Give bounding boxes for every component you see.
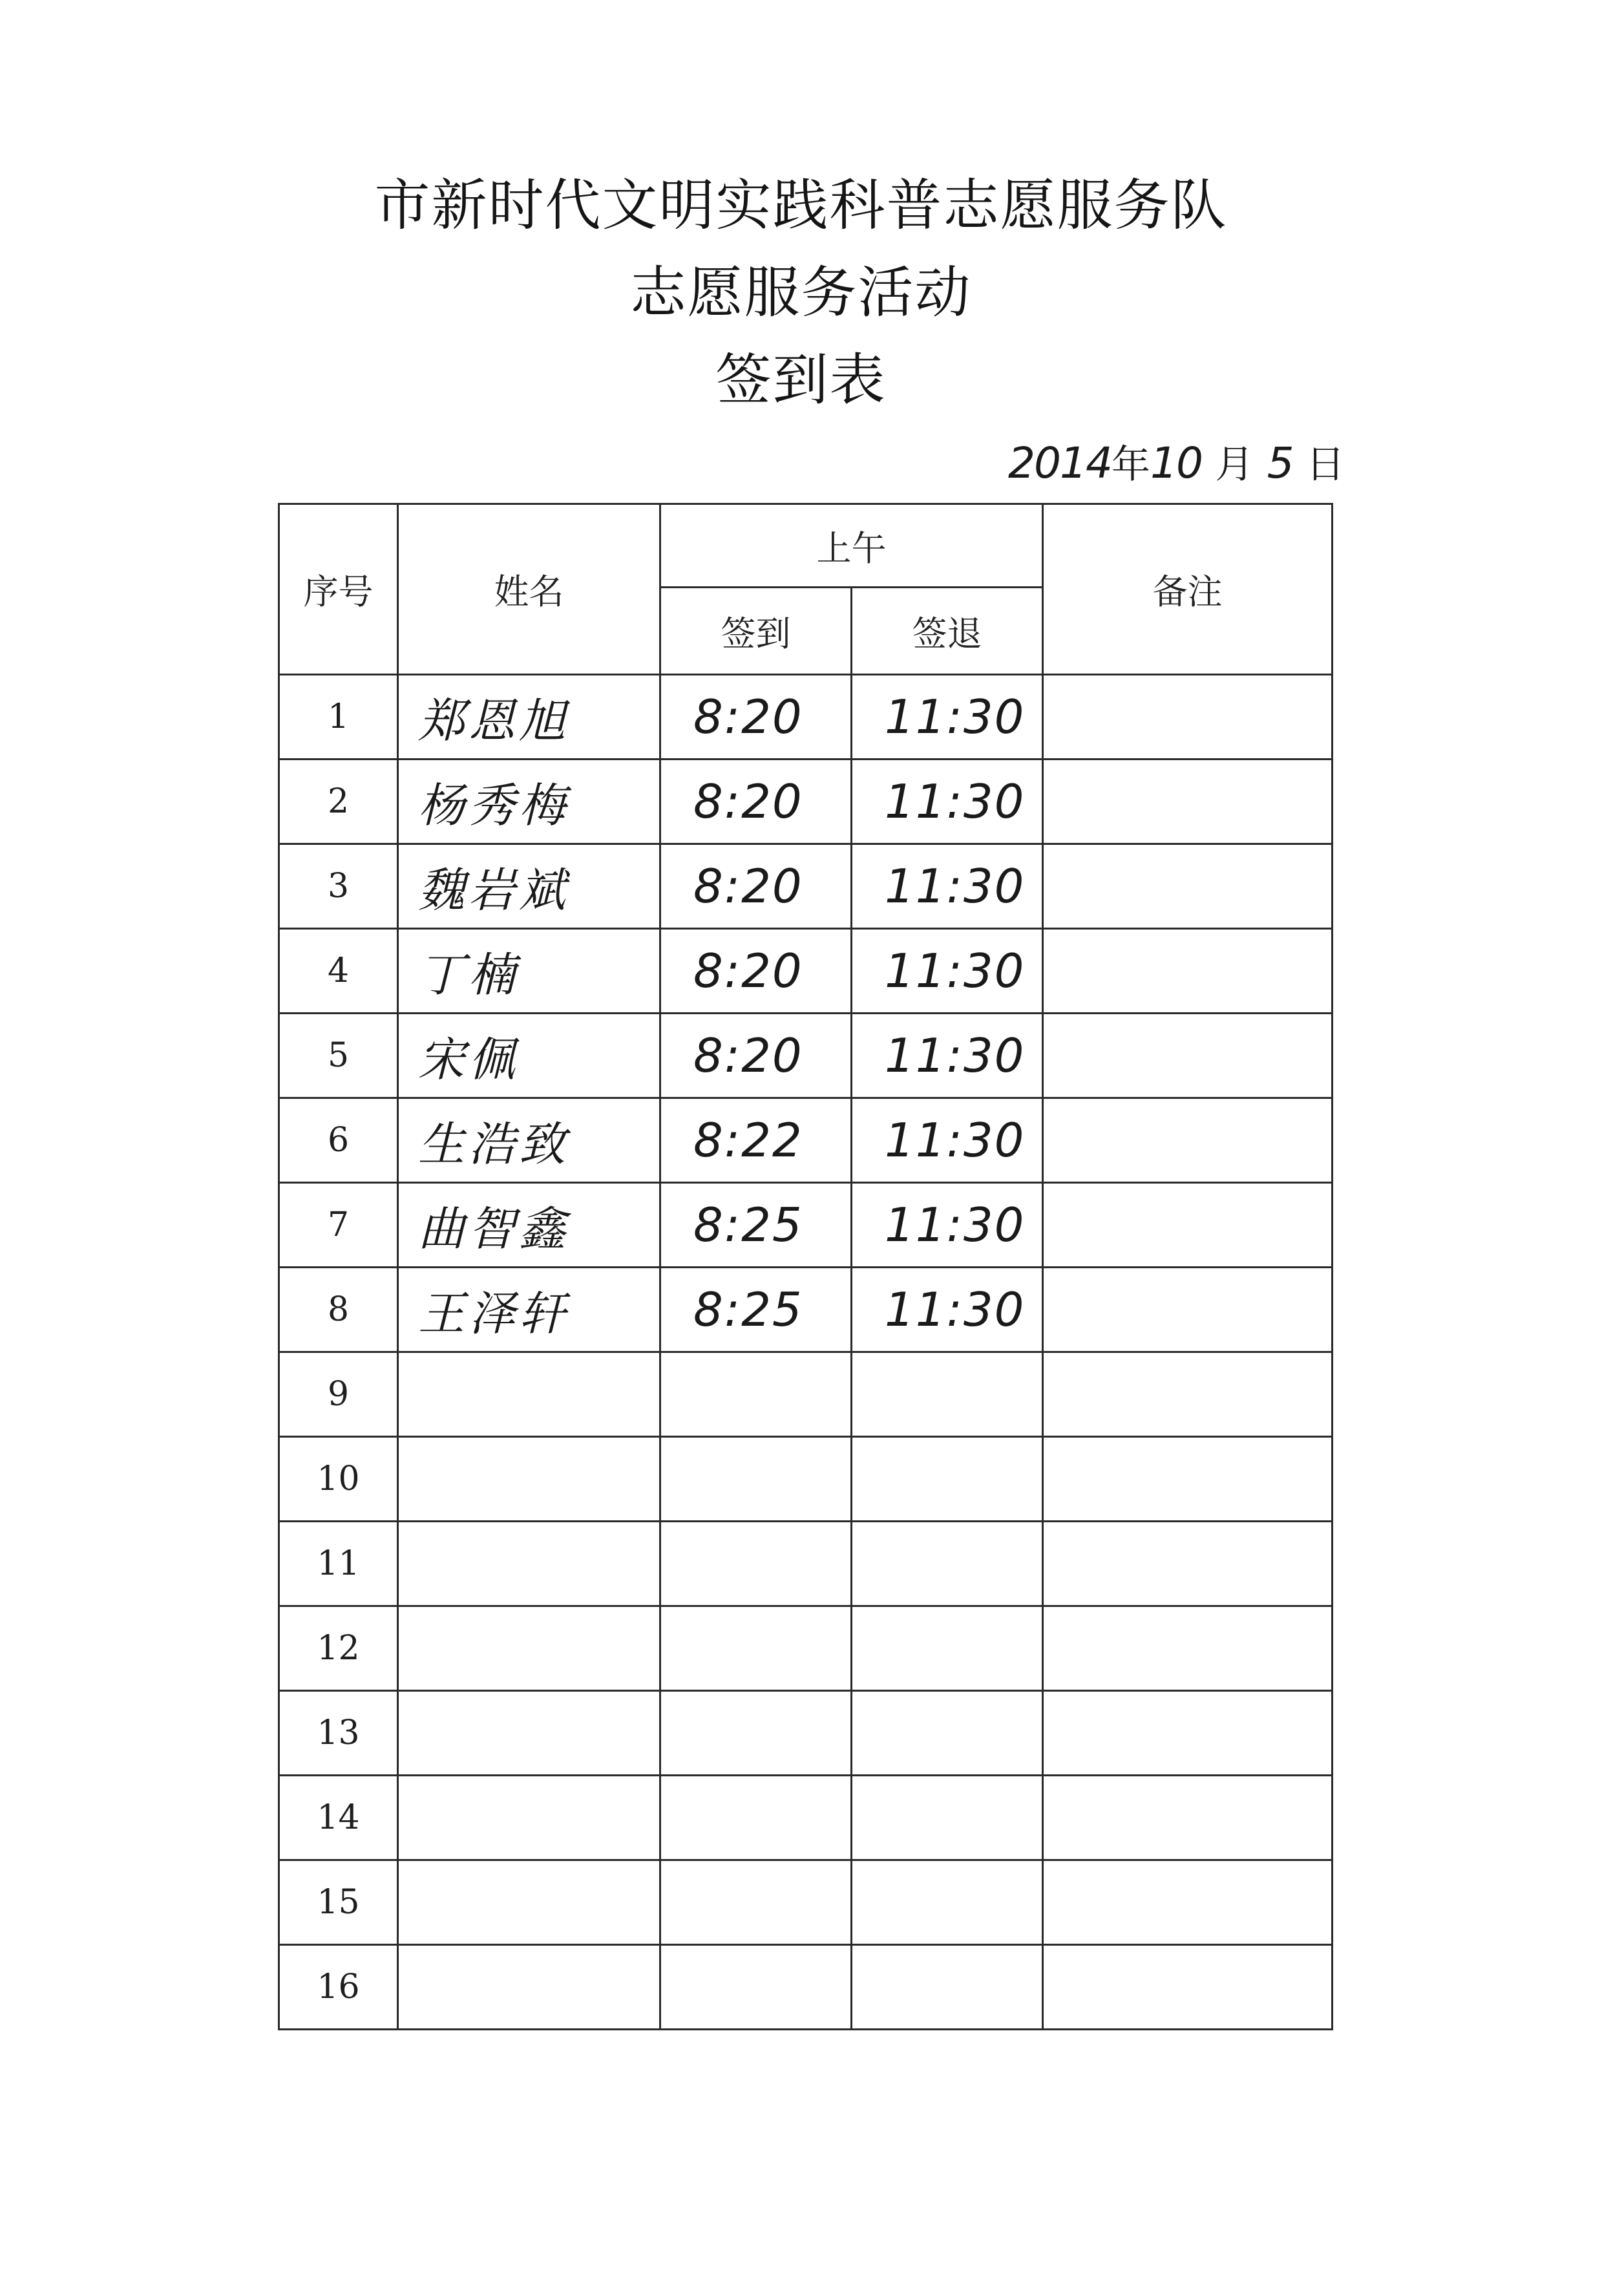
row-number: 3 [279, 844, 398, 929]
row-name: 宋佩 [398, 1014, 660, 1098]
row-remarks [1043, 760, 1333, 844]
row-sign-in-time: 8:25 [660, 1268, 852, 1352]
row-remarks [1043, 1691, 1333, 1776]
row-sign-in-time: 8:20 [660, 844, 852, 929]
header-seq: 序号 [279, 504, 398, 675]
row-remarks [1043, 1268, 1333, 1352]
row-remarks [1043, 1606, 1333, 1691]
table-row [279, 1183, 1333, 1268]
date-month-label: 月 [1215, 442, 1254, 487]
row-sign-in-time: 8:20 [660, 675, 852, 760]
table-row [279, 760, 1333, 844]
row-name [398, 1776, 660, 1860]
row-name: 丁楠 [398, 929, 660, 1014]
row-sign-out-time [852, 1691, 1043, 1776]
row-number: 12 [279, 1606, 398, 1691]
row-sign-out-time: 11:30 [852, 929, 1043, 1014]
document-title: 市新时代文明实践科普志愿服务队 [374, 173, 1228, 238]
row-number: 4 [279, 929, 398, 1014]
row-sign-out-time: 11:30 [852, 760, 1043, 844]
row-sign-in-time [660, 1776, 852, 1860]
row-name [398, 1437, 660, 1522]
date-year-label: 年 [1111, 442, 1150, 487]
row-number: 13 [279, 1691, 398, 1776]
table-row [279, 1691, 1333, 1776]
header-sign-in: 签到 [660, 588, 852, 675]
sign-in-table [278, 503, 1333, 2030]
row-remarks [1043, 1352, 1333, 1437]
row-number: 1 [279, 675, 398, 760]
table-row [279, 1945, 1333, 2030]
table-body [279, 675, 1333, 2030]
row-name: 杨秀梅 [398, 760, 660, 844]
row-remarks [1043, 1860, 1333, 1945]
row-remarks [1043, 844, 1333, 929]
row-name [398, 1352, 660, 1437]
table-row [279, 675, 1333, 760]
row-sign-out-time [852, 1352, 1043, 1437]
row-sign-in-time: 8:20 [660, 929, 852, 1014]
row-name: 生浩致 [398, 1098, 660, 1183]
row-remarks [1043, 1945, 1333, 2030]
table-row [279, 1606, 1333, 1691]
table-row [279, 1860, 1333, 1945]
row-remarks [1043, 1437, 1333, 1522]
document-heading: 签到表 [715, 348, 887, 412]
header-remarks: 备注 [1043, 504, 1333, 675]
table-row [279, 1098, 1333, 1183]
row-name: 曲智鑫 [398, 1183, 660, 1268]
date-line [1008, 434, 1357, 493]
row-name [398, 1522, 660, 1606]
date-month: 10 [1150, 438, 1202, 488]
row-sign-out-time: 11:30 [852, 1268, 1043, 1352]
row-sign-in-time [660, 1945, 852, 2030]
date-year: 2014 [1008, 438, 1112, 488]
row-sign-out-time [852, 1776, 1043, 1860]
row-remarks [1043, 1014, 1333, 1098]
row-name: 王泽轩 [398, 1268, 660, 1352]
row-sign-out-time [852, 1606, 1043, 1691]
row-sign-in-time [660, 1606, 852, 1691]
row-sign-in-time: 8:20 [660, 760, 852, 844]
row-remarks [1043, 1098, 1333, 1183]
row-name: 郑恩旭 [398, 675, 660, 760]
row-name [398, 1691, 660, 1776]
table-row [279, 844, 1333, 929]
row-sign-out-time: 11:30 [852, 1098, 1043, 1183]
row-remarks [1043, 1183, 1333, 1268]
row-number: 14 [279, 1776, 398, 1860]
row-remarks [1043, 1522, 1333, 1606]
date-day: 5 [1267, 438, 1293, 488]
row-sign-out-time [852, 1437, 1043, 1522]
row-number: 6 [279, 1098, 398, 1183]
date-day-label: 日 [1305, 442, 1345, 487]
row-sign-out-time: 11:30 [852, 675, 1043, 760]
row-name [398, 1945, 660, 2030]
row-sign-in-time [660, 1352, 852, 1437]
row-number: 7 [279, 1183, 398, 1268]
row-name [398, 1606, 660, 1691]
row-remarks [1043, 1776, 1333, 1860]
row-sign-in-time: 8:25 [660, 1183, 852, 1268]
row-sign-in-time: 8:22 [660, 1098, 852, 1183]
row-sign-in-time [660, 1437, 852, 1522]
row-sign-out-time: 11:30 [852, 1014, 1043, 1098]
table-row [279, 1352, 1333, 1437]
row-remarks [1043, 929, 1333, 1014]
row-sign-in-time [660, 1691, 852, 1776]
row-name [398, 1860, 660, 1945]
row-remarks [1043, 675, 1333, 760]
row-number: 10 [279, 1437, 398, 1522]
row-number: 5 [279, 1014, 398, 1098]
row-sign-out-time [852, 1860, 1043, 1945]
row-sign-in-time [660, 1860, 852, 1945]
row-sign-out-time [852, 1522, 1043, 1606]
row-number: 15 [279, 1860, 398, 1945]
row-sign-in-time [660, 1522, 852, 1606]
table-row [279, 929, 1333, 1014]
row-sign-out-time: 11:30 [852, 1183, 1043, 1268]
row-sign-out-time: 11:30 [852, 844, 1043, 929]
table-row [279, 1014, 1333, 1098]
header-sign-out: 签退 [852, 588, 1043, 675]
header-morning: 上午 [660, 504, 1043, 588]
row-sign-in-time: 8:20 [660, 1014, 852, 1098]
row-number: 8 [279, 1268, 398, 1352]
row-name: 魏岩斌 [398, 844, 660, 929]
table-row [279, 1776, 1333, 1860]
row-number: 2 [279, 760, 398, 844]
table-row [279, 1268, 1333, 1352]
table-row [279, 1437, 1333, 1522]
header-name: 姓名 [398, 504, 660, 675]
document-subtitle: 志愿服务活动 [630, 260, 972, 325]
row-number: 16 [279, 1945, 398, 2030]
table-row [279, 1522, 1333, 1606]
row-number: 9 [279, 1352, 398, 1437]
row-number: 11 [279, 1522, 398, 1606]
row-sign-out-time [852, 1945, 1043, 2030]
